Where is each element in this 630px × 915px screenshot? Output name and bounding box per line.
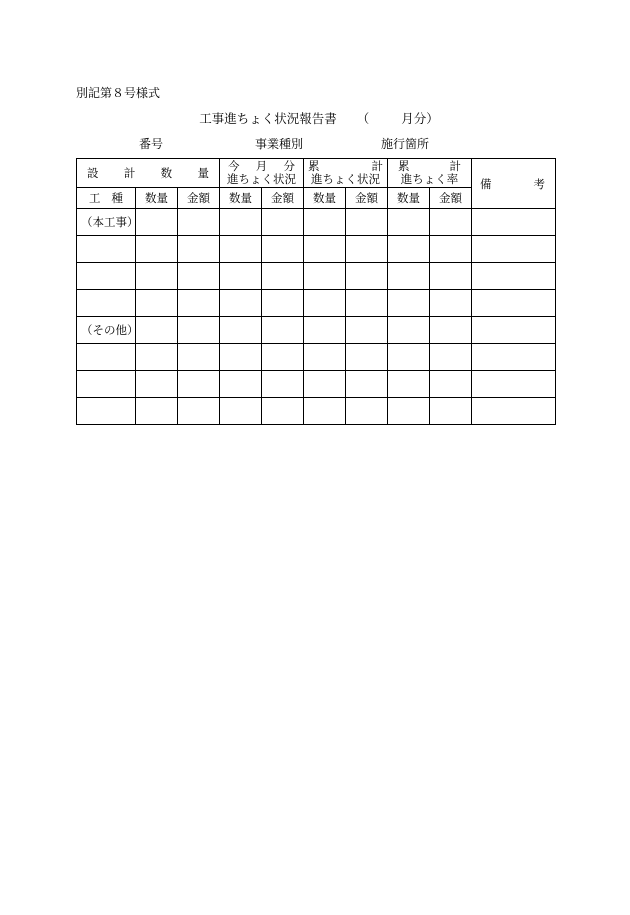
work-type-cell: [77, 317, 139, 344]
table-cell: [346, 317, 388, 344]
title-month: 月分）: [401, 111, 439, 126]
table-cell: [262, 209, 304, 236]
form-id: 別記第８号様式: [76, 86, 161, 100]
rate-amount-header: 金額: [430, 188, 472, 209]
table-cell: [472, 263, 556, 290]
table-row: [77, 209, 556, 236]
business-type-label: 事業種別: [255, 137, 304, 151]
table-cell: [262, 290, 304, 317]
table-cell: [304, 236, 346, 263]
table-cell: [136, 209, 178, 236]
table-cell: [136, 344, 178, 371]
table-cell: [430, 290, 472, 317]
table-cell: [388, 371, 430, 398]
table-cell: [136, 317, 178, 344]
work-type-cell: [77, 290, 136, 317]
table-cell: [178, 263, 220, 290]
header-row-groups: [77, 159, 556, 188]
report-title: [0, 109, 630, 127]
table-row: [77, 236, 556, 263]
table-cell: [262, 371, 304, 398]
work-type-header: 工 種: [77, 188, 136, 209]
work-type-cell: [77, 398, 136, 425]
table-cell: [388, 209, 430, 236]
table-cell: [304, 263, 346, 290]
month-qty-header: 数量: [220, 188, 262, 209]
table-cell: [430, 344, 472, 371]
table-cell: [430, 317, 472, 344]
title-main: 工事進ちょく状況報告書: [199, 111, 337, 126]
table-cell: [262, 344, 304, 371]
table-cell: [136, 263, 178, 290]
table-row: [77, 344, 556, 371]
work-type-cell: [77, 209, 139, 236]
table-cell: [472, 236, 556, 263]
table-cell: [220, 344, 262, 371]
cumulative-qty-header: 数量: [304, 188, 346, 209]
title-open-paren: （: [356, 111, 370, 126]
cumulative-progress-header: 累 計 進ちょく状況: [304, 159, 388, 188]
table-row: [77, 371, 556, 398]
table-row: [77, 317, 556, 344]
table-cell: [220, 398, 262, 425]
this-month-progress-header: 今 月 分 進ちょく状況: [220, 159, 304, 188]
table-cell: [430, 209, 472, 236]
table-cell: [346, 290, 388, 317]
table-cell: [220, 263, 262, 290]
table-cell: [472, 344, 556, 371]
table-cell: [304, 209, 346, 236]
table-cell: [430, 398, 472, 425]
work-type-cell: [77, 344, 136, 371]
table-cell: [430, 371, 472, 398]
rate-qty-header: 数量: [388, 188, 430, 209]
table-cell: [304, 344, 346, 371]
design-quantity-header: 設 計 数 量: [77, 159, 220, 188]
table-cell: [220, 317, 262, 344]
table-cell: [472, 371, 556, 398]
table-cell: [178, 209, 220, 236]
table-cell: [178, 317, 220, 344]
table-cell: [388, 317, 430, 344]
table-cell: [346, 398, 388, 425]
table-row: [77, 290, 556, 317]
table-cell: [388, 236, 430, 263]
table-cell: [136, 398, 178, 425]
table-cell: [136, 290, 178, 317]
table-cell: [304, 371, 346, 398]
month-amount-header: 金額: [262, 188, 304, 209]
table-cell: [262, 317, 304, 344]
table-cell: [262, 398, 304, 425]
table-cell: [346, 344, 388, 371]
table-cell: [388, 290, 430, 317]
table-cell: [346, 236, 388, 263]
table-row: [77, 398, 556, 425]
table-cell: [136, 236, 178, 263]
table-cell: [346, 371, 388, 398]
cumulative-rate-header: 累 計 進ちょく率: [388, 159, 472, 188]
main-work-category: （本工事）: [81, 215, 139, 229]
table-cell: [388, 398, 430, 425]
progress-table: [76, 158, 556, 425]
table-cell: [178, 290, 220, 317]
table-cell: [178, 344, 220, 371]
table-cell: [262, 236, 304, 263]
other-category: （その他）: [81, 323, 139, 337]
table-cell: [472, 317, 556, 344]
table-cell: [472, 398, 556, 425]
table-cell: [472, 209, 556, 236]
table-cell: [304, 398, 346, 425]
table-cell: [346, 209, 388, 236]
table-cell: [136, 371, 178, 398]
work-type-cell: [77, 263, 136, 290]
remarks-header: 備 考: [472, 159, 556, 209]
table-cell: [304, 317, 346, 344]
table-cell: [178, 236, 220, 263]
table-cell: [388, 344, 430, 371]
number-label: 番号: [139, 137, 164, 151]
table-cell: [220, 371, 262, 398]
table-cell: [178, 398, 220, 425]
table-cell: [304, 290, 346, 317]
design-amount-header: 金額: [178, 188, 220, 209]
table-cell: [220, 236, 262, 263]
table-cell: [388, 263, 430, 290]
table-cell: [220, 290, 262, 317]
table-cell: [178, 371, 220, 398]
table-cell: [262, 263, 304, 290]
table-row: [77, 263, 556, 290]
construction-location-label: 施行箇所: [381, 137, 430, 151]
work-type-cell: [77, 236, 136, 263]
table-cell: [472, 290, 556, 317]
table-cell: [220, 209, 262, 236]
cumulative-amount-header: 金額: [346, 188, 388, 209]
work-type-cell: [77, 371, 136, 398]
table-cell: [346, 263, 388, 290]
table-cell: [430, 263, 472, 290]
table-cell: [430, 236, 472, 263]
design-qty-header: 数量: [136, 188, 178, 209]
